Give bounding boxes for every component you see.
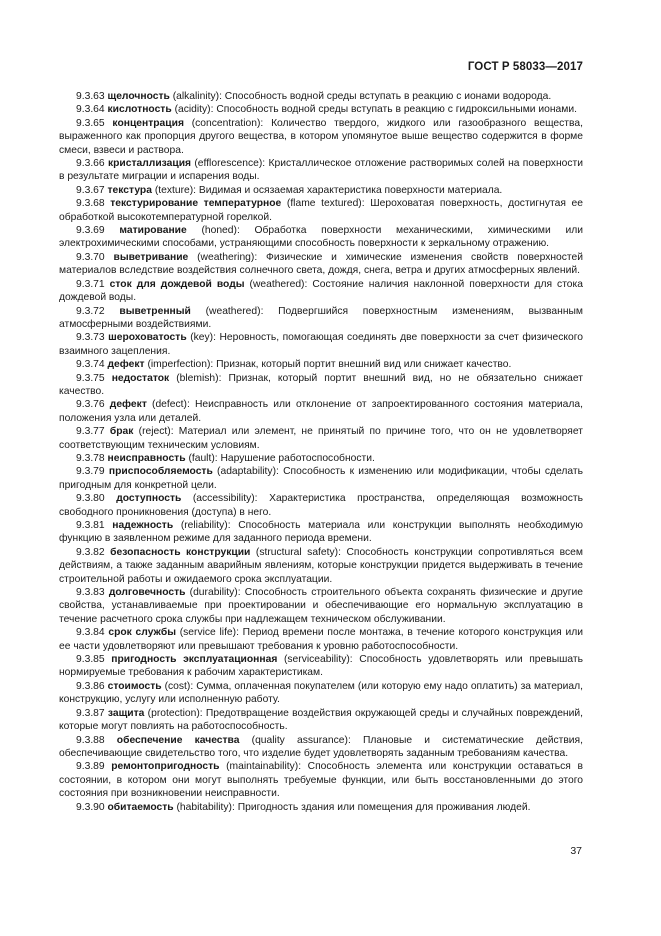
entry-term: неисправность [107,452,186,464]
definition-entry [59,157,583,184]
entry-english-term: (alkalinity) [172,91,220,102]
entry-number: 9.3.66 [76,158,105,170]
entry-term: срок службы [108,627,176,639]
entry-number: 9.3.85 [76,654,105,666]
entry-definition: : Способность водной среды вступать в реакцию с гидроксильными ионами. [210,104,577,116]
entry-number: 9.3.68 [76,198,105,210]
entry-english-term: (blemish) [176,372,219,384]
entry-definition: : Обработка поверхности механическими, химическими или электрохимическими способами, устраняющими способность поверхности к зеркальному отражению. [59,225,583,250]
entry-number: 9.3.72 [76,305,105,317]
definition-entry [59,492,583,519]
entry-number: 9.3.89 [76,761,105,773]
entry-term: надежность [112,520,174,531]
entry-definition: : Характеристика пространства, определяющая возможность свободного проникновения (доступа) в него. [59,493,583,518]
definition-entry [59,680,583,707]
entry-english-term: (honed) [201,225,237,237]
entry-term: доступность [116,493,182,505]
definition-entry [59,653,583,680]
definition-entry [59,358,583,371]
entry-definition: : Пригодность здания или помещения для проживания людей. [231,801,531,813]
definition-entry [59,398,583,425]
definition-entry [59,103,583,116]
entry-english-term: (reject) [138,426,171,438]
entry-definition: : Шероховатая поверхность, достигнутая ее обработкой высокотемпературной горелкой. [59,198,583,223]
definition-entry [59,224,583,251]
definition-entry [59,197,583,224]
definition-entry [59,278,583,305]
entry-term: дефект [109,399,147,411]
entry-number: 9.3.71 [76,278,105,290]
definition-entry [59,801,583,814]
entry-term: матирование [119,225,187,237]
entry-term: стоимость [107,680,162,692]
entry-english-term: (flame textured) [286,198,362,210]
entry-number: 9.3.63 [76,91,105,102]
entry-definition: : Количество твердого, жидкого или газообразного вещества, выраженного как пропорция другого вещества, в котором упомянутое выше вещество содержится в форме смеси, взвеси и раствора. [59,117,583,156]
entry-english-term: (reliability) [180,520,228,531]
definition-entry [59,465,583,492]
entry-number: 9.3.80 [76,493,105,505]
entry-term: кислотность [107,104,172,116]
entry-number: 9.3.65 [76,117,105,129]
page-number: 37 [570,845,582,857]
entry-english-term: (defect) [152,399,187,411]
entry-number: 9.3.84 [76,627,105,639]
entry-term: текстура [107,184,152,196]
definition-entry [59,251,583,278]
entry-english-term: (weathered) [249,278,305,290]
entry-term: выветривание [113,251,189,263]
entry-term: безопасность конструкции [110,546,251,558]
definition-entry [59,117,583,157]
entry-english-term: (serviceability) [283,654,350,666]
entry-english-term: (service life) [179,627,237,639]
definition-entry [59,707,583,734]
definition-entry [59,305,583,332]
entry-english-term: (cost) [164,680,191,692]
entry-term: кристаллизация [107,158,192,170]
entry-term: дефект [107,359,145,371]
entry-english-term: (fault) [188,452,215,464]
entry-english-term: (key) [190,332,214,344]
document-header: ГОСТ Р 58033—2017 [467,61,583,73]
entry-definition: : Признак, который портит внешний вид или снижает качество. [210,359,512,371]
entry-definition: : Способность водной среды вступать в реакцию с ионами водорода. [219,91,552,102]
definition-entry [59,586,583,626]
entry-definition: : Плановые и систематические действия, обеспечивающие свидетельство того, что изделие будет удовлетворять заданным требованиям качества. [59,734,583,759]
entry-english-term: (weathered) [205,305,261,317]
entry-term: обеспечение качества [116,734,240,746]
entry-term: выветренный [119,305,191,317]
entry-definition: : Видимая и осязаемая характеристика поверхности материала. [193,184,503,196]
definition-entry [59,546,583,586]
entry-definition: : Способность к изменению или модификации, чтобы сделать пригодным для конкретной цели. [59,466,583,491]
entry-number: 9.3.79 [76,466,105,478]
entry-number: 9.3.86 [76,680,105,692]
entry-term: долговечность [108,587,186,599]
entry-number: 9.3.81 [76,520,105,531]
definition-entry [59,331,583,358]
entry-english-term: (quality assurance) [251,734,348,746]
entry-number: 9.3.67 [76,184,105,196]
entry-definition: : Период времени после монтажа, в течение которого конструкция или ее части удовлетворяют или превышают требования к уровню работоспособности. [59,627,583,652]
entry-term: щелочность [107,91,170,102]
entry-definition: : Способность конструкции сопротивляться всем действиям, а также заданным аварийным явлениям, которые конструкции придется выдерживать в течение строительной работы и ожидаемого срока эксплуатации. [59,546,583,585]
entry-definition: : Подвергшийся поверхностным изменениям, вызванным атмосферными воздействиями. [59,305,583,330]
entry-number: 9.3.69 [76,225,105,237]
entry-english-term: (efflorescence) [194,158,263,170]
entry-number: 9.3.83 [76,587,105,599]
entry-term: обитаемость [107,801,174,813]
definition-entry [59,184,583,197]
entry-definition: : Способность материала или конструкции выполнять необходимую функцию в заявленном режиме для заданного периода времени. [59,520,583,545]
definition-entry [59,626,583,653]
entry-english-term: (texture) [154,184,194,196]
entry-definition: : Способность элемента или конструкции оставаться в состоянии, в котором они могут выполнять требуемые функции, или быть восстановленными до этого состояния при возникновении неисправности. [59,761,583,800]
entry-number: 9.3.76 [76,399,105,411]
definition-entry [59,372,583,399]
definitions-list [59,90,583,814]
entry-english-term: (accessibility) [192,493,255,505]
entry-term: текстурирование температурное [110,198,282,210]
entry-number: 9.3.77 [76,426,105,438]
entry-number: 9.3.74 [76,359,105,371]
entry-term: шероховатость [108,332,187,344]
entry-definition: : Предотвращение воздействия окружающей среды и случайных повреждений, которые могут повлиять на работоспособность. [59,707,583,733]
entry-definition: : Признак, который портит внешний вид, но не обязательно снижает качество. [59,372,583,397]
definition-entry [59,760,583,800]
entry-number: 9.3.70 [76,251,105,263]
entry-term: брак [109,426,134,438]
entry-english-term: (acidity) [174,104,211,116]
entry-definition: : Неисправность или отклонение от запроектированного состояния материала, положения узла или деталей. [59,399,583,424]
entry-english-term: (durability) [189,587,238,599]
entry-definition: : Кристаллическое отложение растворимых солей на поверхности в результате миграции и испарения воды. [59,158,583,183]
entry-definition: : Способность строительного объекта сохранять физические и другие свойства, устанавливаемые при проектировании и обеспечивающие его нормальную эксплуатацию в течение расчетного срока службы при надлежащем техническом обслуживании. [59,587,583,625]
entry-term: пригодность эксплуатационная [111,654,278,666]
entry-number: 9.3.78 [76,452,105,464]
entry-number: 9.3.64 [76,104,105,116]
entry-definition: : Сумма, оплаченная покупателем (или которую ему надо оплатить) за материал, конструкцию, услугу или исполненную работу. [59,680,583,706]
entry-term: приспособляемость [108,466,213,478]
entry-term: сток для дождевой воды [109,278,245,290]
entry-number: 9.3.87 [76,707,105,719]
entry-definition: : Физические и химические изменения свойств поверхностей материалов вследствие воздействия солнечного света, дождя, снега, ветра и других атмосферных явлений. [59,251,583,277]
entry-definition: : Нарушение работоспособности. [214,452,375,464]
entry-term: концентрация [112,117,184,129]
entry-english-term: (concentration) [191,117,261,129]
entry-term: недостаток [111,372,170,384]
entry-definition: : Неровность, помогающая соединять две поверхности за счет физического взаимного зацепления. [59,332,583,357]
entry-english-term: (adaptability) [217,466,276,478]
entry-number: 9.3.90 [76,801,105,813]
definition-entry [59,734,583,761]
entry-number: 9.3.88 [76,734,105,746]
entry-english-term: (habitability) [176,801,232,813]
entry-number: 9.3.82 [76,546,105,558]
entry-definition: : Состояние наличия наклонной поверхности для стока дождевой воды. [59,278,583,304]
entry-definition: : Способность удовлетворять или превышать нормируемые требования к рабочим характеристикам. [59,654,583,679]
definition-entry [59,90,583,103]
definition-entry [59,519,583,546]
definition-entry [59,452,583,465]
entry-term: ремонтопригодность [111,761,220,773]
entry-term: защита [107,707,145,719]
entry-definition: : Материал или элемент, не принятый по причине того, что он не удовлетворяет соответствующим техническим условиям. [59,426,583,451]
entry-english-term: (protection) [147,707,200,719]
entry-english-term: (imperfection) [147,359,211,371]
entry-english-term: (structural safety) [255,546,339,558]
entry-number: 9.3.73 [76,332,105,344]
entry-english-term: (weathering) [197,251,255,263]
entry-english-term: (maintainability) [226,761,299,773]
entry-number: 9.3.75 [76,372,105,384]
definition-entry [59,425,583,452]
